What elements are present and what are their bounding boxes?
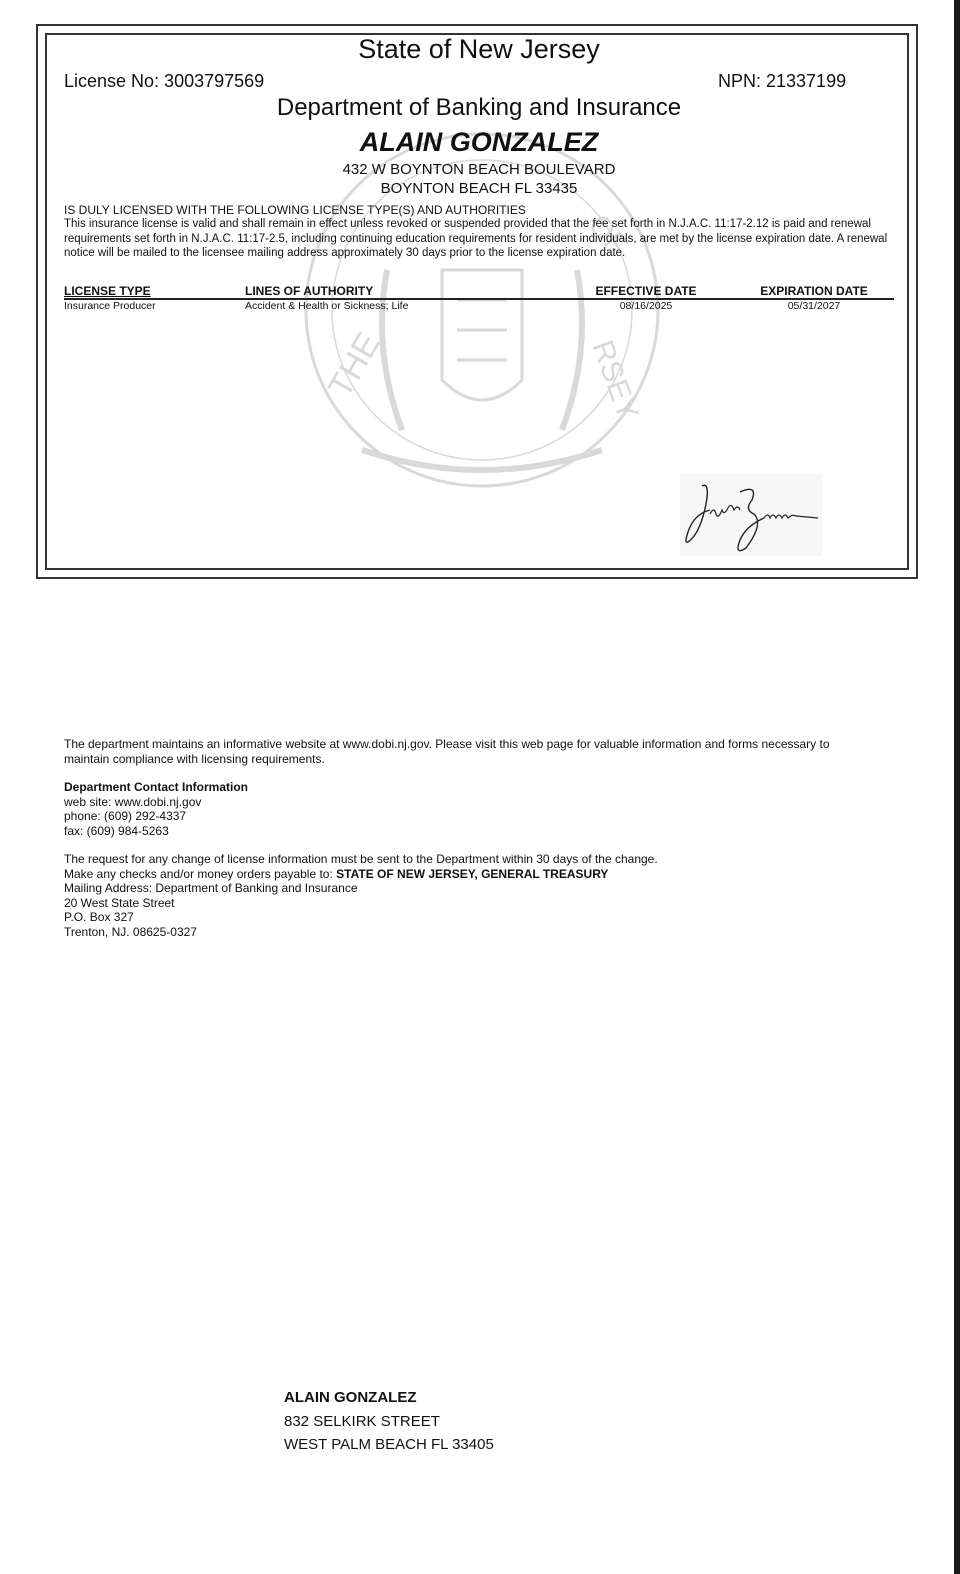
cell-effective-date: 08/16/2025 (619, 300, 673, 312)
cell-lines-of-authority: Accident & Health or Sickness; Life (245, 300, 409, 312)
svg-text:RSEY: RSEY (585, 336, 645, 425)
header-license-type: LICENSE TYPE (64, 284, 151, 298)
payable-line (64, 867, 658, 882)
state-title: State of New Jersey (358, 34, 600, 64)
npn-number: NPN: 21337199 (718, 71, 847, 91)
mailing-address-line: P.O. Box 327 (64, 910, 134, 924)
change-note: The request for any change of license information must be sent to the Department within 30 days of the change. (64, 852, 658, 866)
recipient-city-state-zip: WEST PALM BEACH FL 33405 (284, 1436, 494, 1453)
mailing-address-line: 20 West State Street (64, 895, 175, 910)
contact-phone: phone: (609) 292-4337 (64, 809, 187, 823)
header-lines-of-authority: LINES OF AUTHORITY (245, 284, 374, 298)
license-table-header (64, 284, 894, 300)
website-note: The department maintains an informative website at www.dobi.nj.gov. Please visit this web page for valuable information and forms necessary to maintain compliance with licensing requirements. (64, 737, 830, 766)
department-title: Department of Banking and Insurance (276, 94, 682, 121)
page-edge-strip (954, 0, 960, 1574)
mailing-address-line: Mailing Address: Department of Banking and Insurance (64, 881, 358, 895)
payable-prefix: Make any checks and/or money orders payable to: (64, 866, 337, 881)
license-number: License No: 3003797569 (64, 71, 265, 91)
contact-fax: fax: (609) 984-5263 (64, 823, 169, 838)
contact-heading: Department Contact Information (64, 780, 249, 794)
licensee-address-line1: 432 W BOYNTON BEACH BOULEVARD (342, 161, 616, 178)
licensee-address-line2: BOYNTON BEACH FL 33435 (380, 180, 578, 197)
change-and-payment-info (64, 852, 658, 939)
svg-text:OF: OF (581, 208, 634, 262)
licensee-name: ALAIN GONZALEZ (359, 127, 599, 157)
mailing-address-line: Trenton, NJ. 08625-0327 (64, 924, 197, 939)
recipient-name: ALAIN GONZALEZ (284, 1389, 417, 1406)
svg-text:THE: THE (321, 326, 388, 404)
signature-icon (680, 474, 822, 556)
contact-website: web site: www.dobi.nj.gov (64, 794, 202, 809)
payable-to: STATE OF NEW JERSEY, GENERAL TREASURY (336, 866, 609, 881)
header-expiration-date: EXPIRATION DATE (760, 284, 868, 298)
contact-information (64, 780, 248, 838)
cell-license-type: Insurance Producer (64, 300, 156, 312)
duly-licensed-statement: IS DULY LICENSED WITH THE FOLLOWING LICENSE TYPE(S) AND AUTHORITIES (64, 203, 526, 217)
validity-text: This insurance license is valid and shall remain in effect unless revoked or suspended provided that the fee set forth in N.J.A.C. 11:17-2.12 is paid and renewal requirements set forth in N.J.A.C. 11:17-2.5, including continuing education requirements for resident individuals, are met by the license expiration date. A renewal notice will be mailed to the licensee mailing address approximately 30 days prior to the license expiration date. (64, 218, 888, 259)
cell-expiration-date: 05/31/2027 (787, 300, 841, 312)
recipient-street: 832 SELKIRK STREET (284, 1412, 440, 1430)
header-effective-date: EFFECTIVE DATE (595, 284, 697, 298)
recipient-mailing-block (284, 1386, 494, 1457)
